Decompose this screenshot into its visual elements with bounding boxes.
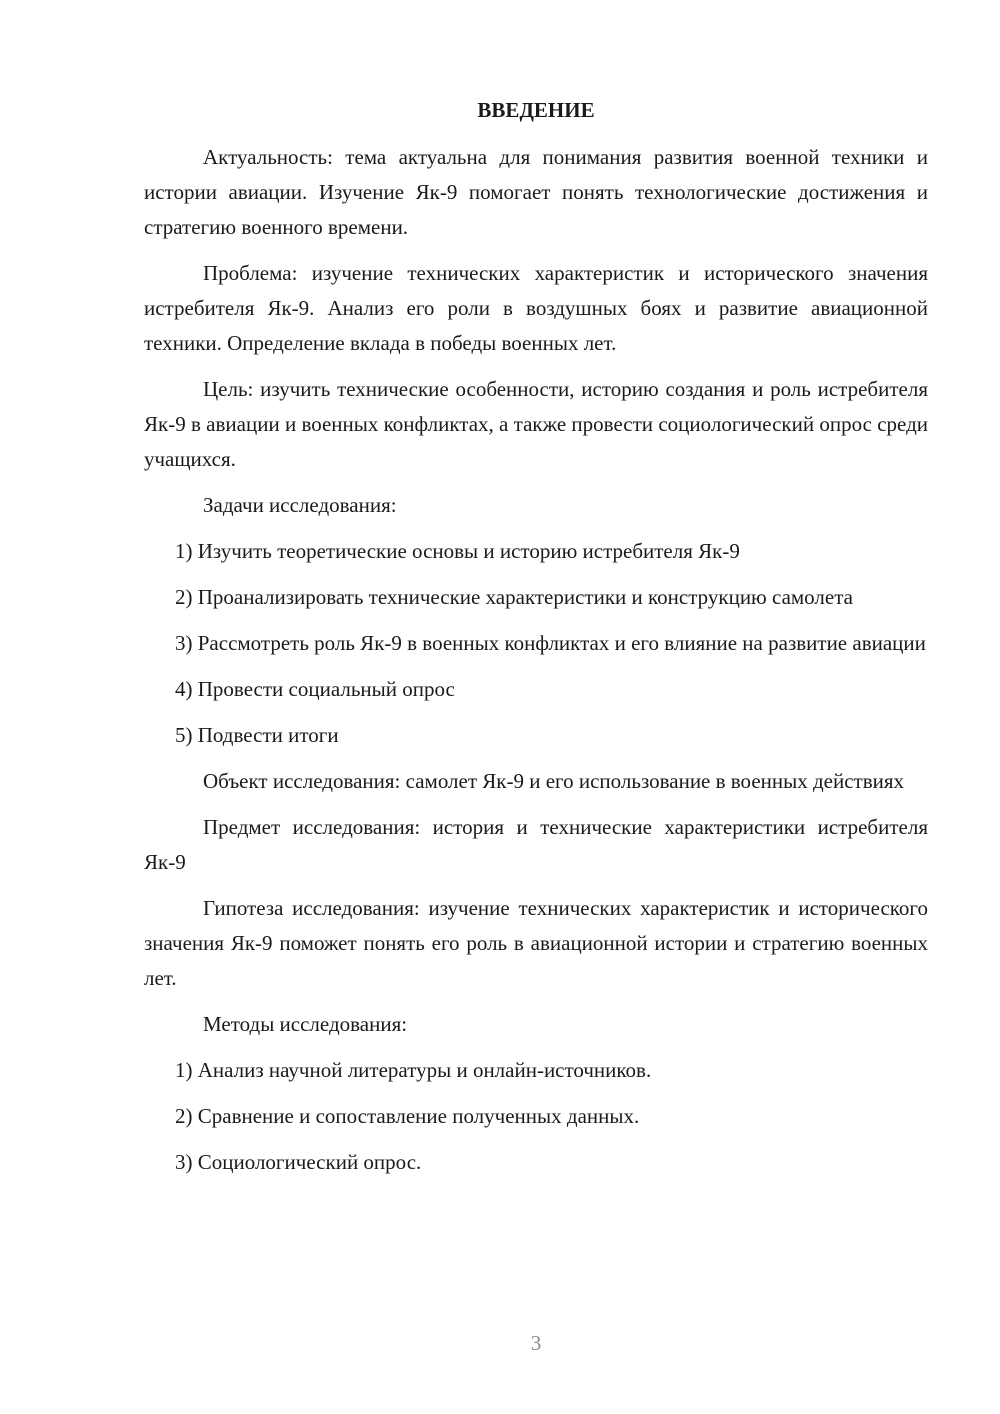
object-paragraph: Объект исследования: самолет Як-9 и его использование в военных действиях [203,769,905,793]
hypothesis-paragraph: Гипотеза исследования: изучение технических характеристик и исторического значения Як-9 поможет понять его роль в авиационной истории и стратегию военных лет. [144,896,928,990]
task-item-5: 5) Подвести итоги [175,723,339,747]
method-item-3: 3) Социологический опрос. [175,1150,422,1174]
task-item-3: 3) Рассмотреть роль Як-9 в военных конфликтах и его влияние на развитие авиации [175,631,926,655]
task-item-2: 2) Проанализировать технические характеристики и конструкцию самолета [175,585,853,609]
relevance-paragraph: Актуальность: тема актуальна для понимания развития военной техники и истории авиации. Изучение Як-9 помогает понять технологические достижения и стратегию военного времени. [144,145,928,239]
problem-paragraph: Проблема: изучение технических характеристик и исторического значения истребителя Як-9. Анализ его роли в воздушных боях и развитие авиационной техники. Определение вклада в победы военных лет. [144,261,928,355]
document-page [144,95,928,1180]
tasks-title: Задачи исследования: [203,493,397,517]
section-heading: ВВЕДЕНИЕ [477,98,595,122]
task-item-4: 4) Провести социальный опрос [175,677,455,701]
methods-title: Методы исследования: [203,1012,408,1036]
method-item-1: 1) Анализ научной литературы и онлайн-источников. [175,1058,652,1082]
task-item-1: 1) Изучить теоретические основы и историю истребителя Як-9 [175,539,740,563]
goal-paragraph: Цель: изучить технические особенности, историю создания и роль истребителя Як-9 в авиации и военных конфликтах, а также провести социологический опрос среди учащихся. [144,377,928,471]
subject-paragraph: Предмет исследования: история и технические характеристики истребителя Як-9 [144,815,928,874]
method-item-2: 2) Сравнение и сопоставление полученных данных. [175,1104,640,1128]
page-number: 3 [530,1331,542,1355]
